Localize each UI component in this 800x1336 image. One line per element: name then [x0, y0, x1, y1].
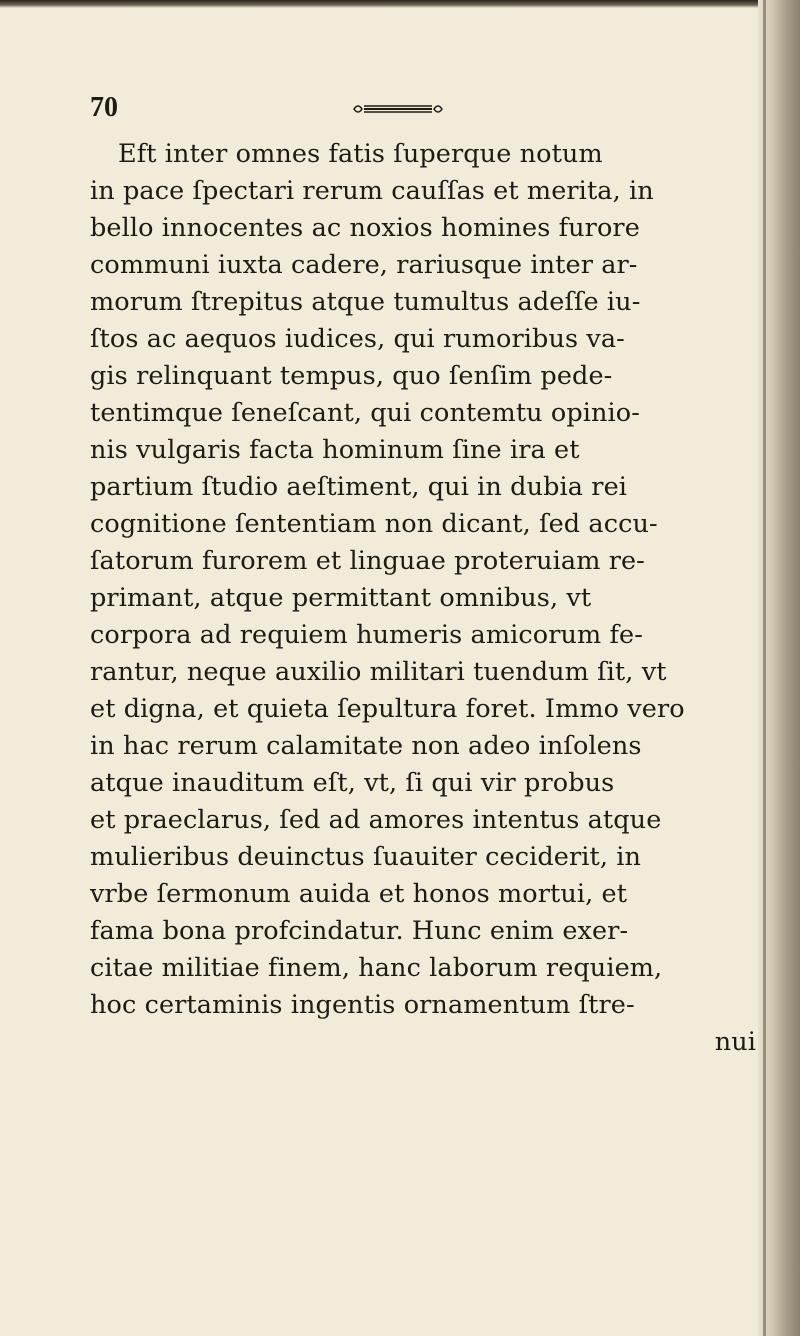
text-line: atque inauditum eſt, vt, ſi qui vir probus — [90, 768, 615, 798]
text-line: communi iuxta cadere, rariusque inter ar- — [90, 250, 638, 280]
text-line: et praeclarus, ſed ad amores intentus atque — [90, 805, 662, 835]
text-line: primant, atque permittant omnibus, vt — [90, 583, 592, 613]
text-line: mulieribus deuinctus ſuauiter ceciderit, in — [90, 842, 642, 872]
text-line: et digna, et quieta ſepultura foret. Immo vero — [90, 694, 685, 724]
text-line: partium ſtudio aeſtiment, qui in dubia rei — [90, 472, 628, 502]
page-header — [90, 92, 766, 132]
text-line: morum ſtrepitus atque tumultus adeſſe iu- — [90, 287, 641, 317]
text-line: ſatorum furorem et linguae proteruiam re- — [90, 546, 645, 576]
text-line: tentimque ſeneſcant, qui contemtu opinio- — [90, 398, 640, 428]
page-number: 70 — [90, 92, 118, 123]
text-line: bello innocentes ac noxios homines furore — [90, 213, 640, 243]
catchword: nui — [714, 1027, 756, 1057]
text-line: Eft inter omnes fatis ſuperque notum — [118, 139, 603, 169]
text-line: corpora ad requiem humeris amicorum fe- — [90, 620, 643, 650]
text-line: in pace ſpectari rerum cauſſas et merita, in — [90, 176, 654, 206]
text-line: in hac rerum calamitate non adeo inſolens — [90, 731, 642, 761]
text-line: hoc certaminis ingentis ornamentum ſtre- — [90, 990, 635, 1020]
book-page — [90, 92, 766, 1061]
text-line: vrbe ſermonum auida et honos mortui, et — [90, 879, 628, 909]
text-line: rantur, neque auxilio militari tuendum ſit, vt — [90, 657, 667, 687]
text-line: ſtos ac aequos iudices, qui rumoribus va- — [90, 324, 625, 354]
ornament-icon — [352, 102, 444, 116]
body-text — [90, 136, 766, 1061]
text-line: fama bona profcindatur. Hunc enim exer- — [90, 916, 629, 946]
text-line: nis vulgaris facta hominum ſine ira et — [90, 435, 580, 465]
text-line: cognitione ſententiam non dicant, ſed accu- — [90, 509, 658, 539]
page-top-edge — [0, 0, 800, 8]
text-line: citae militiae finem, hanc laborum requiem, — [90, 953, 663, 983]
text-line: gis relinquant tempus, quo ſenſim pede- — [90, 361, 613, 391]
